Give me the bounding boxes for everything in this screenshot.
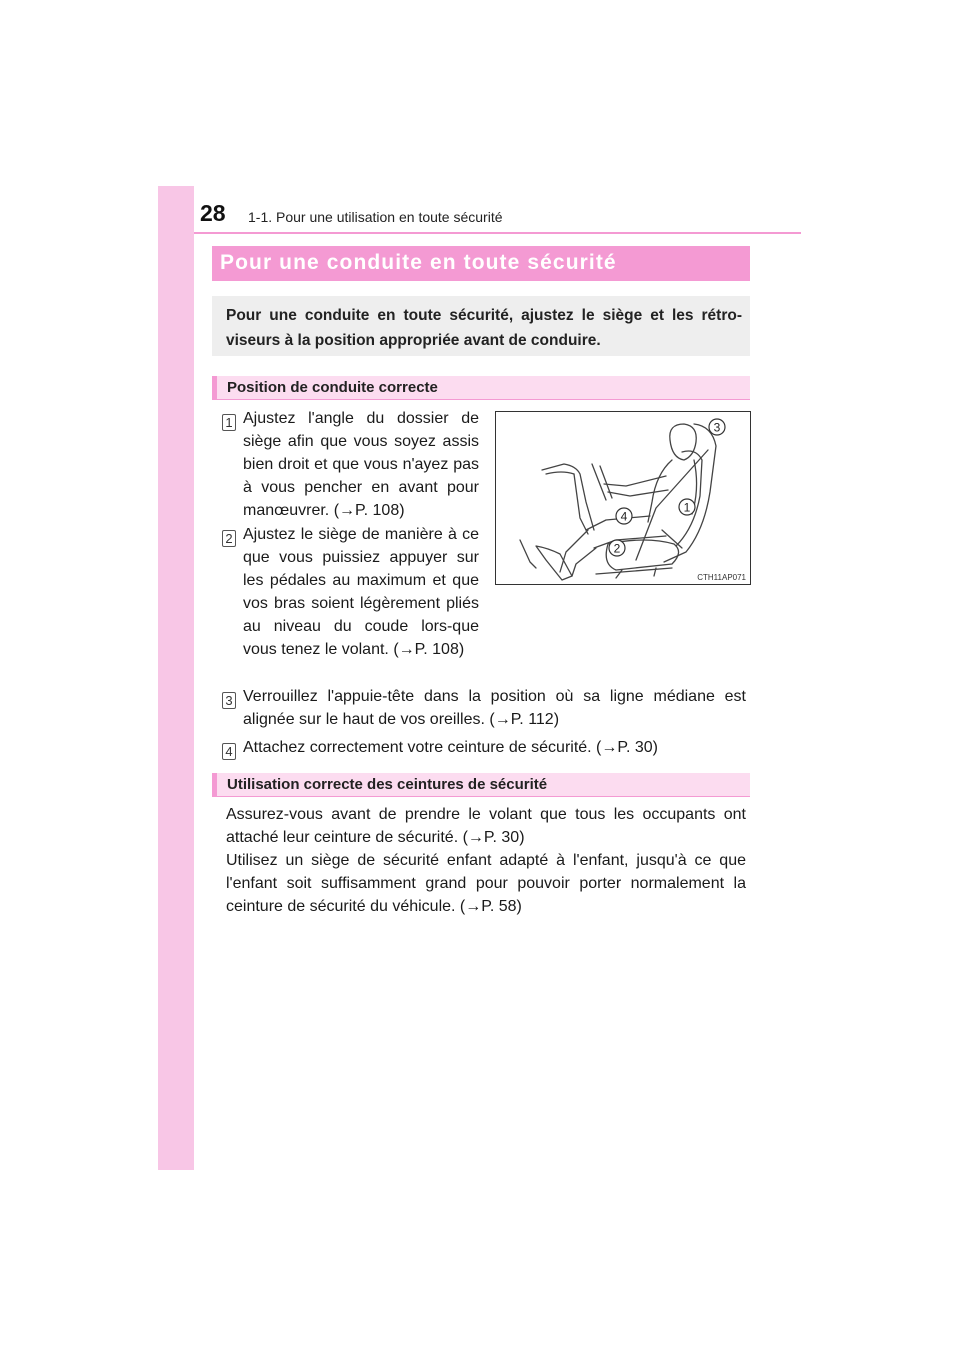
callout-4-label: 4 bbox=[620, 509, 628, 524]
page-number: 28 bbox=[200, 200, 226, 226]
seat-belt-paragraph-2: Utilisez un siège de sécurité enfant adapté à l'enfant, jusqu'à ce que l'enfant soit suffisamment grand pour pouvoir porter normalement la ceinture de sécurité du véhicule. (→P. 58) bbox=[226, 852, 746, 915]
illustration-code: CTH11AP071 bbox=[697, 573, 746, 582]
section-heading-seat-belts bbox=[212, 773, 750, 797]
step-number-1: 1 bbox=[222, 414, 236, 431]
side-tab-strip bbox=[158, 186, 194, 1170]
driver-seat-drawing bbox=[496, 412, 750, 584]
callout-2-label: 2 bbox=[613, 541, 621, 556]
section-heading-driving-position bbox=[212, 376, 750, 400]
header-divider bbox=[194, 232, 801, 234]
main-title-banner bbox=[212, 246, 750, 281]
step-text-3: Verrouillez l'appuie-tête dans la position où sa ligne médiane est alignée sur le haut de vos oreilles. (→P. 112) bbox=[243, 688, 746, 728]
callout-3-label: 3 bbox=[713, 420, 721, 435]
step-text-4: Attachez correctement votre ceinture de sécurité. (→P. 30) bbox=[243, 739, 659, 756]
section-header-title: 1-1. Pour une utilisation en toute sécurité bbox=[248, 209, 503, 225]
seat-belt-paragraph-1: Assurez-vous avant de prendre le volant que tous les occupants ont attaché leur ceinture de sécurité. (→P. 30) bbox=[226, 806, 746, 846]
callout-1 bbox=[679, 499, 695, 515]
driving-position-illustration bbox=[495, 411, 751, 585]
callout-3 bbox=[709, 419, 725, 435]
callout-1-label: 1 bbox=[683, 500, 691, 515]
section-heading-text: Utilisation correcte des ceintures de sécurité bbox=[227, 776, 548, 793]
section-heading-text: Position de conduite correcte bbox=[227, 379, 438, 396]
callout-4 bbox=[616, 508, 632, 524]
step-text-2: Ajustez le siège de manière à ce que vous puissiez appuyer sur les pédales au maximum et que vos bras soient légèrement pliés au niveau du coude lors-que vous tenez le volant. (→P. 108) bbox=[243, 526, 479, 658]
callout-2 bbox=[609, 540, 625, 556]
intro-text: Pour une conduite en toute sécurité, ajustez le siège et les rétro-viseurs à la position appropriée avant de conduire. bbox=[226, 307, 742, 349]
step-number-4: 4 bbox=[222, 743, 236, 760]
step-text-1: Ajustez l'angle du dossier de siège afin que vous soyez assis bien droit et que vous n'ayez pas à vous pencher en avant pour manœuvrer. (→P. 108) bbox=[243, 410, 479, 519]
step-number-3: 3 bbox=[222, 692, 236, 709]
step-number-2: 2 bbox=[222, 530, 236, 547]
intro-box bbox=[212, 296, 750, 356]
main-title: Pour une conduite en toute sécurité bbox=[220, 251, 617, 274]
